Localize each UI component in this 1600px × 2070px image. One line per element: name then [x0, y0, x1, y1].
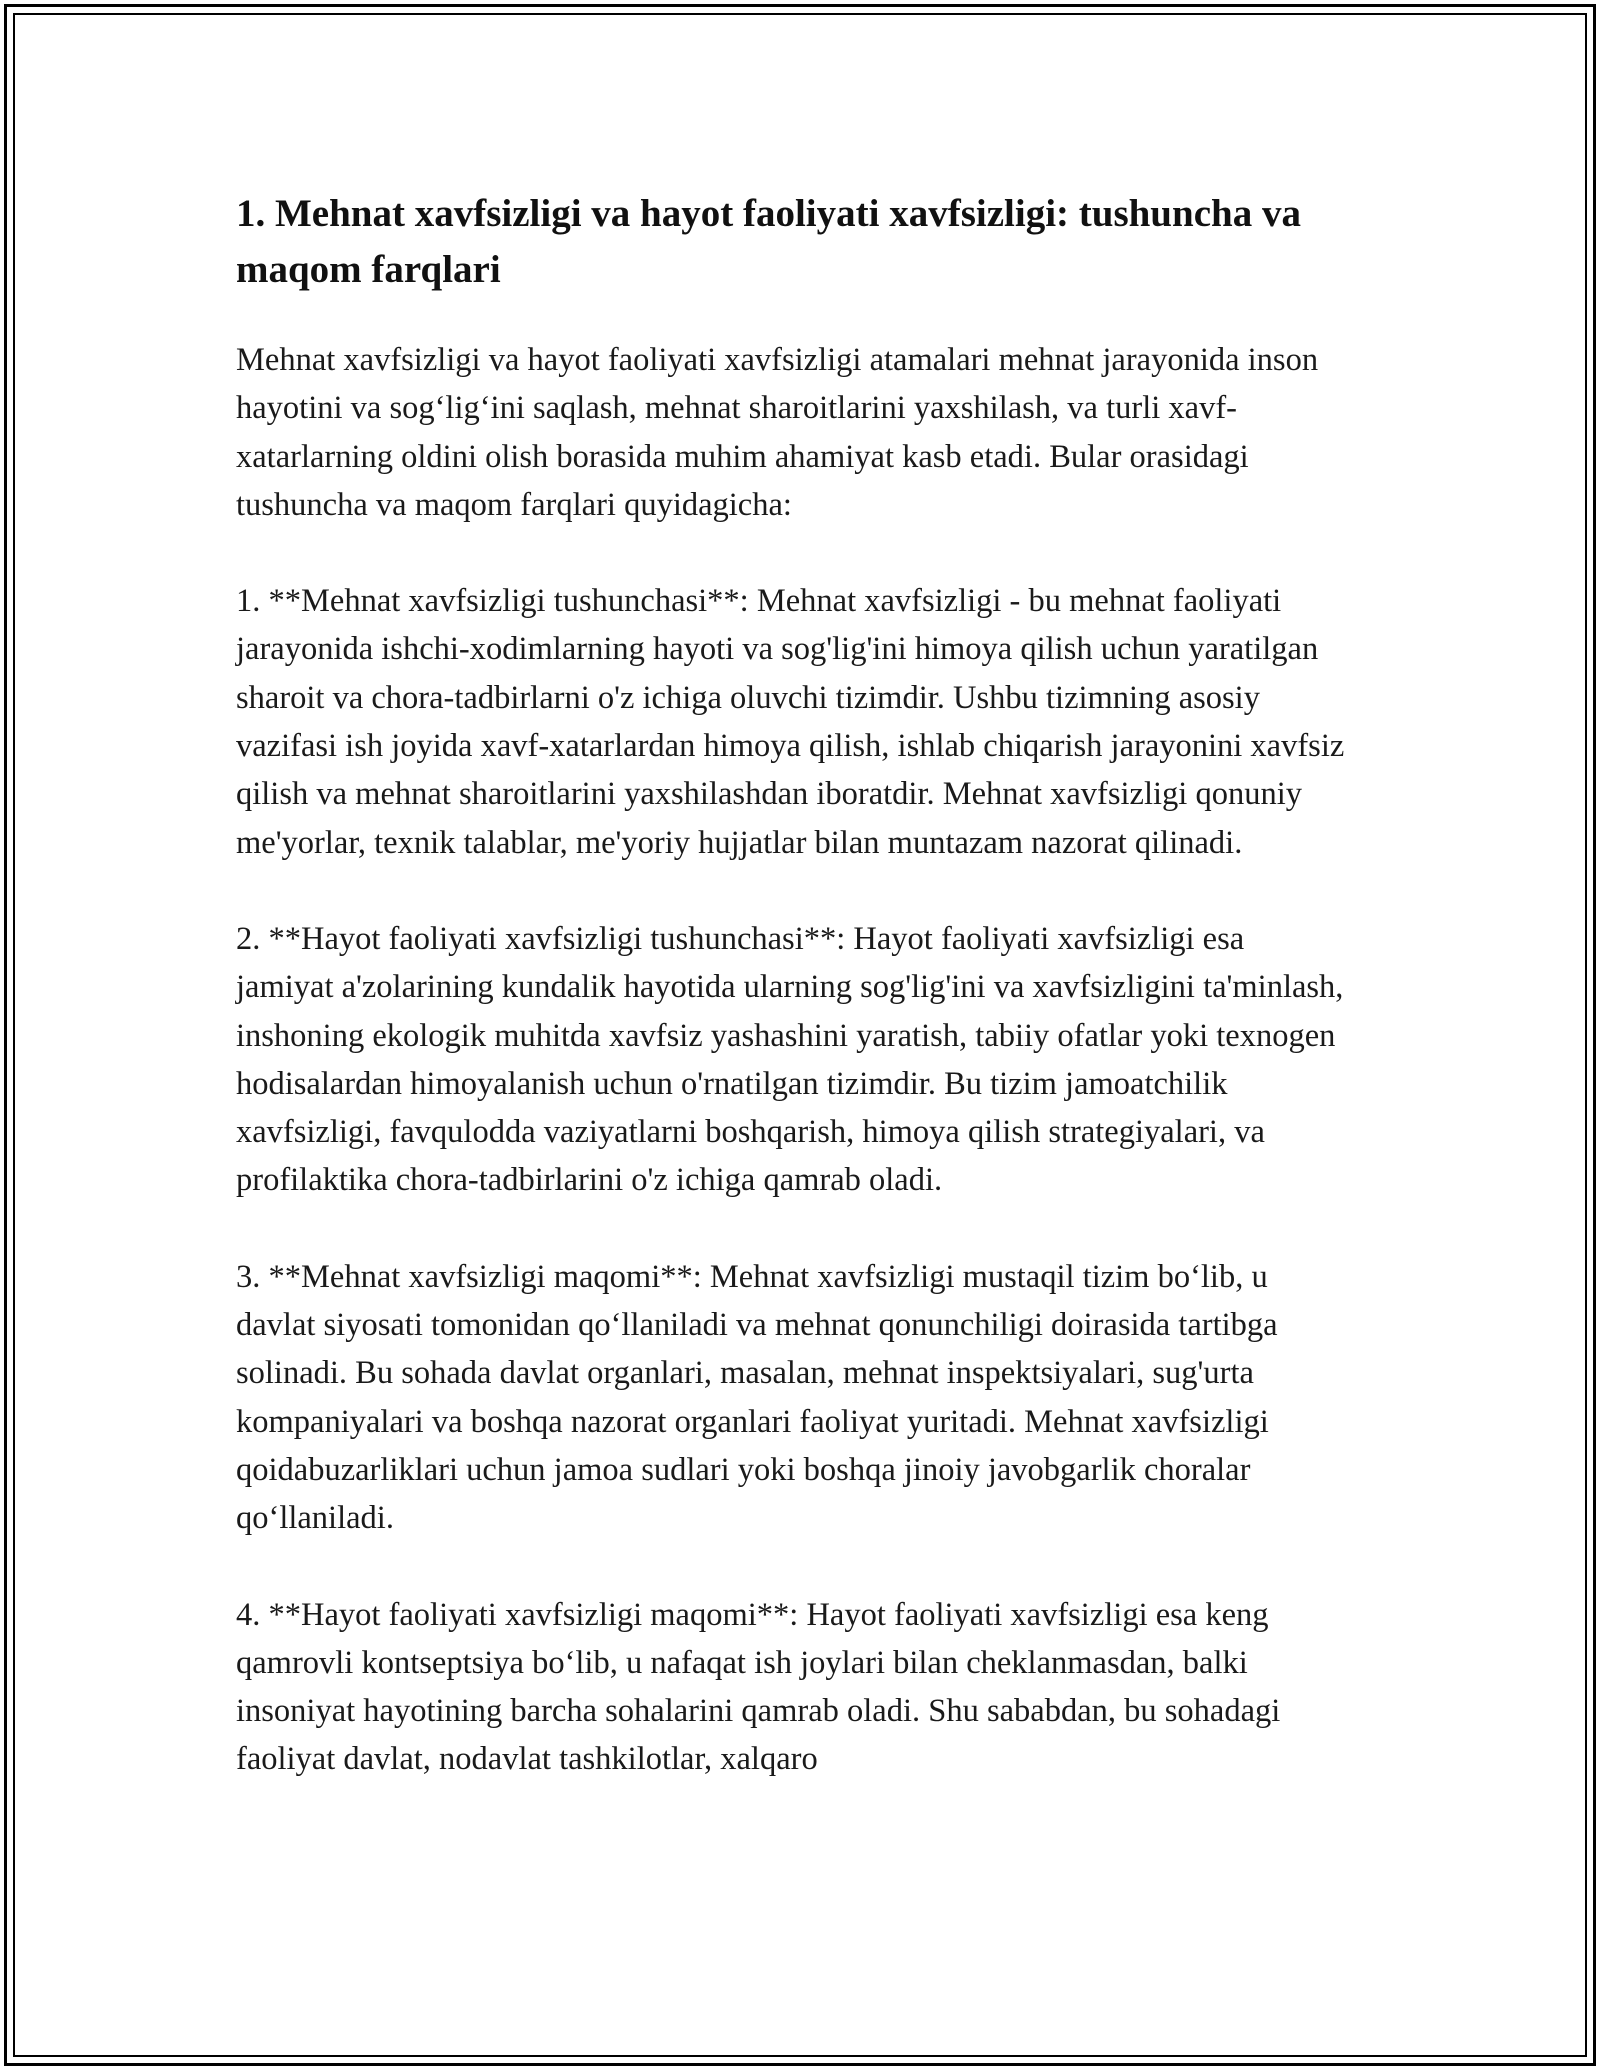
document-body — [236, 186, 1346, 1784]
paragraph-labor-safety-concept: 1. **Mehnat xavfsizligi tushunchasi**: Mehnat xavfsizligi - bu mehnat faoliyati jarayonida ishchi-xodimlarning hayoti va sog'lig'ini himoya qilish uchun yaratilgan sharoit va chora-tadbirlarni o'z ichiga oluvchi tizimdir. Ushbu tizimning asosiy vazifasi ish joyida xavf-xatarlardan himoya qilish, ishlab chiqarish jarayonini xavfsiz qilish va mehnat sharoitlarini yaxshilashdan iboratdir. Mehnat xavfsizligi qonuniy me'yorlar, texnik talablar, me'yoriy hujjatlar bilan muntazam nazorat qilinadi. — [236, 583, 1345, 861]
paragraph-labor-safety-status: 3. **Mehnat xavfsizligi maqomi**: Mehnat xavfsizligi mustaqil tizim bo‘lib, u davlat siyosati tomonidan qo‘llaniladi va mehnat qonunchiligi doirasida tartibga solinadi. Bu sohada davlat organlari, masalan, mehnat inspektsiyalari, sug'urta kompaniyalari va boshqa nazorat organlari faoliyat yuritadi. Mehnat xavfsizligi qoidabuzarliklari uchun jamoa sudlari yoki boshqa jinoiy javobgarlik choralar qo‘llaniladi. — [236, 1258, 1278, 1537]
document-title: 1. Mehnat xavfsizligi va hayot faoliyati xavfsizligi: tushuncha va maqom farqlari — [236, 192, 1301, 291]
paragraph-life-safety-status: 4. **Hayot faoliyati xavfsizligi maqomi**: Hayot faoliyati xavfsizligi esa keng qamrovli kontseptsiya bo‘lib, u nafaqat ish joylari bilan cheklanmasdan, balki insoniyat hayotining barcha sohalarini qamrab oladi. Shu sababdan, bu sohadagi faoliyat davlat, nodavlat tashkilotlar, xalqaro — [236, 1596, 1281, 1778]
intro-paragraph: Mehnat xavfsizligi va hayot faoliyati xavfsizligi atamalari mehnat jarayonida inson hayotini va sog‘lig‘ini saqlash, mehnat sharoitlarini yaxshilash, va turli xavf-xatarlarning oldini olish borasida muhim ahamiyat kasb etadi. Bular orasidagi tushuncha va maqom farqlari quyidagicha: — [236, 342, 1319, 523]
paragraph-life-safety-concept: 2. **Hayot faoliyati xavfsizligi tushunchasi**: Hayot faoliyati xavfsizligi esa jamiyat a'zolarining kundalik hayotida ularning sog'lig'ini va xavfsizligini ta'minlash, inshoning ekologik muhitda xavfsiz yashashini yaratish, tabiiy ofatlar yoki texnogen hodisalardan himoyalanish uchun o'rnatilgan tizimdir. Bu tizim jamoatchilik xavfsizligi, favqulodda vaziyatlarni boshqarish, himoya qilish strategiyalari, va profilaktika chora-tadbirlarini o'z ichiga qamrab oladi. — [236, 920, 1344, 1199]
